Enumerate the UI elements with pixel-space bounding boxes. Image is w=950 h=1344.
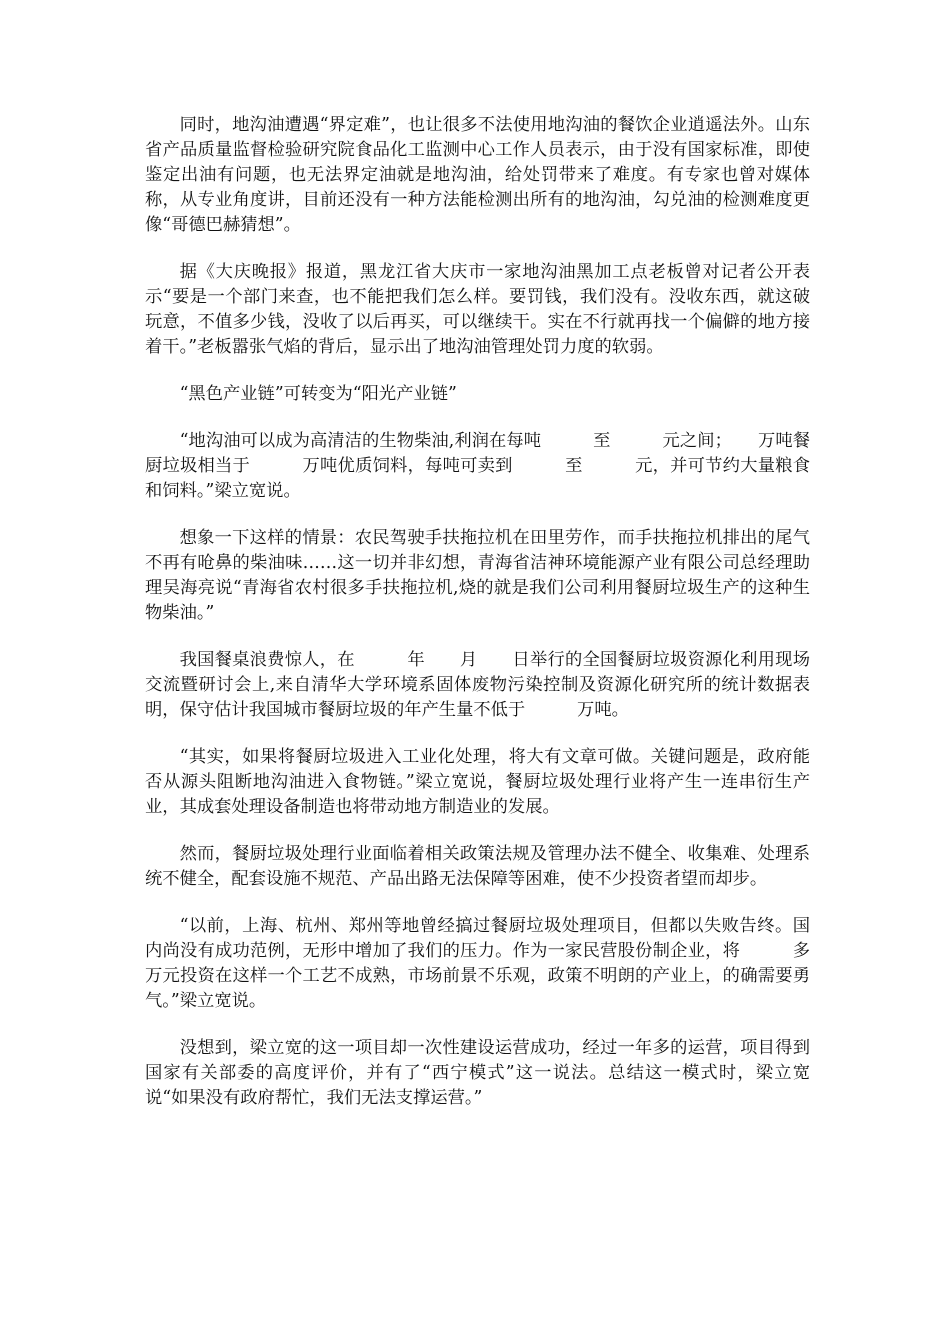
paragraph-6: “其实，如果将餐厨垃圾进入工业化处理，将大有文章可做。关键问题是，政府能否从源头阻断地沟油进入食物链。”梁立宽说，餐厨垃圾处理行业将产生一连串衍生产业，其成套处理设备制造也将带动地方制造业的发展。	[145, 747, 810, 817]
paragraph-2: 据《大庆晚报》报道，黑龙江省大庆市一家地沟油黑加工点老板曾对记者公开表示“要是一个部门来查，也不能把我们怎么样。要罚钱，我们没有。没收东西，就这破玩意，不值多少钱，没收了以后再买，可以继续干。实在不行就再找一个偏僻的地方接着干。”老板嚣张气焰的背后，显示出了地沟油管理处罚力度的软弱。	[145, 262, 810, 357]
paragraph-4: 想象一下这样的情景：农民驾驶手扶拖拉机在田里劳作，而手扶拖拉机排出的尾气不再有呛鼻的柴油味……这一切并非幻想，青海省洁神环境能源产业有限公司总经理助理吴海亮说“青海省农村很多手扶拖拉机,烧的就是我们公司利用餐厨垃圾生产的这种生物柴油。”	[145, 528, 810, 623]
section-heading: “黑色产业链”可转变为“阳光产业链”	[179, 384, 457, 404]
document-body	[145, 113, 810, 1133]
paragraph-5: 我国餐桌浪费惊人，在 年 月 日举行的全国餐厨垃圾资源化利用现场交流暨研讨会上,来自清华大学环境系固体废物污染控制及资源化研究所的统计数据表明，保守估计我国城市餐厨垃圾的年产生量不低于 万吨。	[145, 650, 810, 720]
paragraph-1: 同时，地沟油遭遇“界定难”，也让很多不法使用地沟油的餐饮企业逍遥法外。山东省产品质量监督检验研究院食品化工监测中心工作人员表示，由于没有国家标准，即使鉴定出油有问题，也无法界定油就是地沟油，给处罚带来了难度。有专家也曾对媒体称，从专业角度讲，目前还没有一种方法能检测出所有的地沟油，勾兑油的检测难度更像“哥德巴赫猜想”。	[145, 115, 810, 235]
paragraph-3: “地沟油可以成为高清洁的生物柴油,利润在每吨 至 元之间； 万吨餐厨垃圾相当于 万吨优质饲料，每吨可卖到 至 元，并可节约大量粮食和饲料。”梁立宽说。	[145, 431, 810, 501]
paragraph-8: “以前，上海、杭州、郑州等地曾经搞过餐厨垃圾处理项目，但都以失败告终。国内尚没有成功范例，无形中增加了我们的压力。作为一家民营股份制企业，将 多万元投资在这样一个工艺不成熟，市场前景不乐观，政策不明朗的产业上，的确需要勇气。”梁立宽说。	[145, 916, 810, 1011]
paragraph-7: 然而，餐厨垃圾处理行业面临着相关政策法规及管理办法不健全、收集难、处理系统不健全，配套设施不规范、产品出路无法保障等困难，使不少投资者望而却步。	[145, 844, 810, 889]
paragraph-9: 没想到，梁立宽的这一项目却一次性建设运营成功，经过一年多的运营，项目得到国家有关部委的高度评价，并有了“西宁模式”这一说法。总结这一模式时，梁立宽说“如果没有政府帮忙，我们无法支撑运营。”	[145, 1038, 810, 1108]
